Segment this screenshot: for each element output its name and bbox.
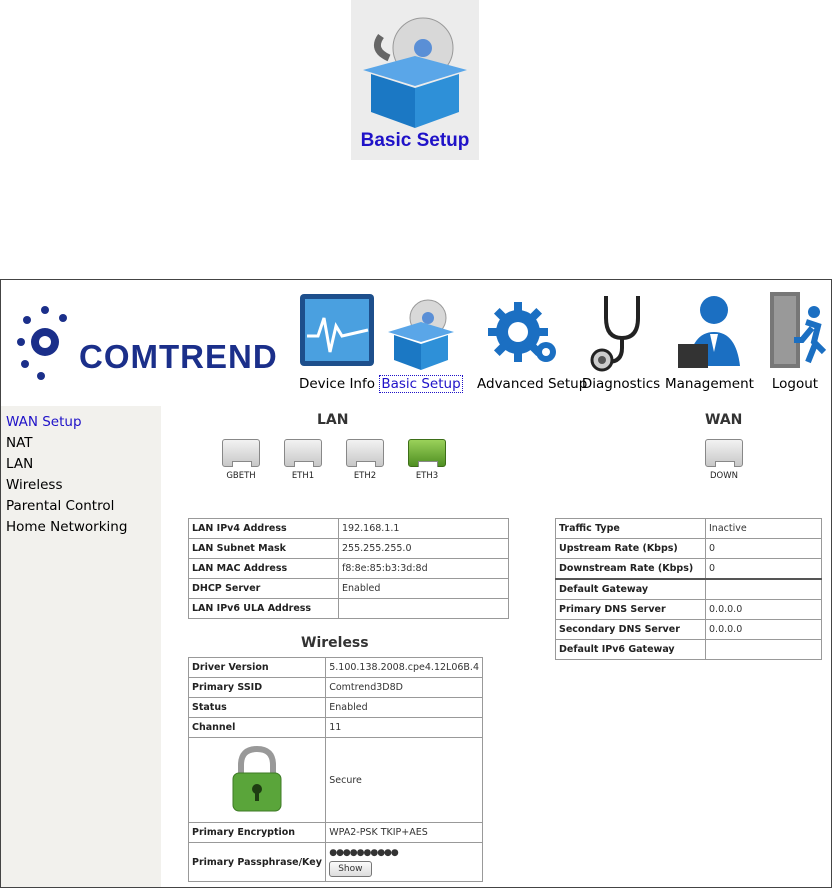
ethernet-port-icon (284, 439, 322, 467)
lan-port-eth3 (399, 439, 455, 481)
wan-section-title: WAN (705, 412, 743, 428)
wireless-info-table (188, 657, 483, 882)
table-row: Primary Encryption WPA2-PSK TKIP+AES (189, 823, 483, 843)
table-row: Channel 11 (189, 718, 483, 738)
lan-port-eth1 (275, 439, 331, 481)
sidebar-item-wireless[interactable]: Wireless (6, 477, 63, 493)
nav-label: Diagnostics (581, 376, 661, 392)
stethoscope-icon (582, 288, 660, 372)
basic-setup-box-cd-icon (382, 288, 460, 372)
table-row: DHCP Server Enabled (189, 579, 509, 599)
gears-icon (484, 288, 562, 372)
table-row: LAN IPv4 Address 192.168.1.1 (189, 519, 509, 539)
table-row: Default Gateway (556, 579, 822, 600)
lan-section-title: LAN (317, 412, 349, 428)
ethernet-port-icon (222, 439, 260, 467)
sidebar (1, 406, 161, 887)
table-row: LAN MAC Address f8:8e:85:b3:3d:8d (189, 559, 509, 579)
nav-logout[interactable] (753, 288, 832, 392)
manager-user-icon (670, 288, 748, 372)
ethernet-port-icon (346, 439, 384, 467)
sidebar-item-lan[interactable]: LAN (6, 456, 34, 472)
port-label: ETH3 (415, 471, 439, 481)
table-row: Driver Version 5.100.138.2008.cpe4.12L06B.4 (189, 658, 483, 678)
port-label: ETH2 (353, 471, 377, 481)
sidebar-item-parental-control[interactable]: Parental Control (6, 498, 115, 514)
nav-label: Management (665, 376, 754, 392)
table-row: Status Enabled (189, 698, 483, 718)
sidebar-item-wan-setup[interactable]: WAN Setup (6, 414, 82, 430)
table-row: Primary Passphrase/Key ●●●●●●●●●● Show (189, 843, 483, 882)
ethernet-port-icon (705, 439, 743, 467)
nav-management[interactable] (665, 288, 753, 392)
basic-setup-hero-icon (351, 0, 479, 160)
nav-label: Basic Setup (381, 376, 461, 392)
port-label: GBETH (226, 471, 256, 481)
table-row: Traffic Type Inactive (556, 519, 822, 539)
brand-logo-text: COMTREND (79, 338, 278, 375)
router-ui-window (0, 279, 832, 888)
wireless-section-title: Wireless (301, 635, 369, 651)
table-row: Secure (189, 738, 483, 823)
table-row: Secondary DNS Server 0.0.0.0 (556, 620, 822, 640)
nav-advanced-setup[interactable] (477, 288, 588, 392)
top-bar (1, 280, 831, 406)
port-label: DOWN (710, 471, 738, 481)
sidebar-item-home-networking[interactable]: Home Networking (6, 519, 128, 535)
device-info-chart-icon (298, 288, 376, 372)
main-content (161, 406, 831, 887)
lan-port-gbeth (213, 439, 269, 481)
table-row: LAN IPv6 ULA Address (189, 599, 509, 619)
padlock-icon (227, 745, 287, 813)
table-row: Primary SSID Comtrend3D8D (189, 678, 483, 698)
show-passphrase-button[interactable]: Show (329, 861, 371, 877)
exit-door-icon (756, 288, 832, 372)
passphrase-value: ●●●●●●●●●● (329, 848, 398, 858)
lan-port-eth2 (337, 439, 393, 481)
wan-port (696, 439, 752, 481)
ethernet-port-icon (408, 439, 446, 467)
table-row: Default IPv6 Gateway (556, 640, 822, 660)
table-row: LAN Subnet Mask 255.255.255.0 (189, 539, 509, 559)
port-label: ETH1 (291, 471, 315, 481)
basic-setup-label: Basic Setup (360, 130, 470, 151)
nav-label: Logout (771, 376, 819, 392)
table-row: Downstream Rate (Kbps) 0 (556, 559, 822, 580)
box-cd-icon (351, 0, 479, 130)
lan-info-table (188, 518, 509, 619)
wan-info-table (555, 518, 822, 660)
table-row: Upstream Rate (Kbps) 0 (556, 539, 822, 559)
nav-basic-setup[interactable] (379, 288, 463, 392)
sidebar-item-nat[interactable]: NAT (6, 435, 33, 451)
comtrend-logo-icon (15, 302, 79, 382)
nav-device-info[interactable] (295, 288, 379, 392)
nav-label: Advanced Setup (477, 376, 588, 392)
table-row: Primary DNS Server 0.0.0.0 (556, 600, 822, 620)
nav-diagnostics[interactable] (579, 288, 663, 392)
nav-label: Device Info (298, 376, 375, 392)
